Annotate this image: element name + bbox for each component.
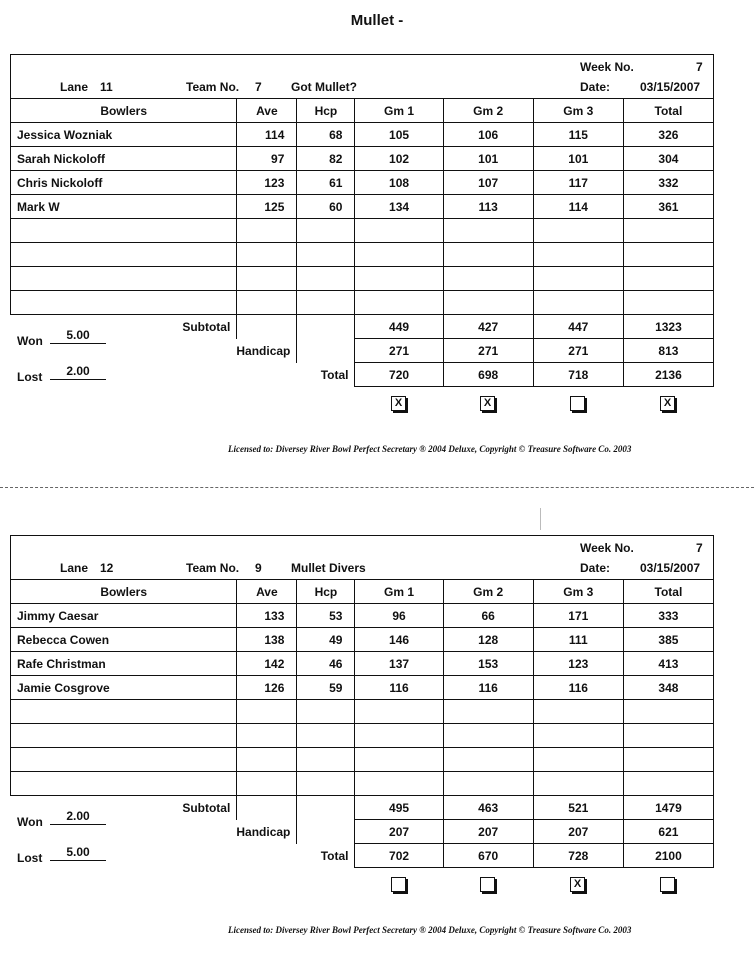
scan-mark (540, 508, 541, 530)
total-value: 702 (355, 844, 443, 868)
score-cell: 97 (237, 147, 297, 171)
empty-cell (11, 772, 237, 796)
empty-cell (237, 796, 297, 820)
score-cell: 60 (297, 195, 355, 219)
empty-row (11, 267, 714, 291)
column-header: Gm 2 (443, 580, 533, 604)
column-header: Gm 1 (355, 99, 443, 123)
score-cell: 171 (533, 604, 623, 628)
empty-cell (533, 267, 623, 291)
team-name: Got Mullet? (291, 80, 357, 94)
team-name: Mullet Divers (291, 561, 366, 575)
score-cell: 117 (533, 171, 623, 195)
empty-cell (533, 700, 623, 724)
lane-label: Lane (60, 561, 89, 575)
empty-cell (623, 267, 713, 291)
date-value: 03/15/2007 (640, 561, 701, 575)
week-label: Week No. (580, 60, 634, 74)
empty-cell (297, 219, 355, 243)
bowler-row (11, 604, 714, 628)
empty-row (11, 291, 714, 315)
score-cell: 125 (237, 195, 297, 219)
score-cell: 116 (533, 676, 623, 700)
table-header-row (11, 580, 714, 604)
empty-cell (355, 291, 443, 315)
score-cell: 348 (623, 676, 713, 700)
team-label: Team No. (186, 80, 240, 94)
score-cell: 46 (297, 652, 355, 676)
score-cell: 106 (443, 123, 533, 147)
date-label: Date: (580, 561, 611, 575)
team-label: Team No. (186, 561, 240, 575)
handicap-label: Handicap (236, 343, 291, 358)
column-header: Gm 3 (533, 99, 623, 123)
subtotal-value: 521 (533, 796, 623, 820)
empty-cell (237, 772, 297, 796)
score-cell: 49 (297, 628, 355, 652)
empty-cell (355, 724, 443, 748)
score-cell: 114 (533, 195, 623, 219)
score-cell: 385 (623, 628, 713, 652)
date-label: Date: (580, 80, 611, 94)
empty-cell (11, 267, 237, 291)
score-cell: 108 (355, 171, 443, 195)
table-header-row (11, 99, 714, 123)
lost-label: Lost (17, 370, 43, 384)
empty-cell (533, 724, 623, 748)
subtotal-label: Subtotal (11, 315, 237, 339)
empty-cell (297, 820, 355, 844)
column-header: Ave (237, 580, 297, 604)
score-cell: 137 (355, 652, 443, 676)
empty-cell (443, 243, 533, 267)
total-label: Total (320, 848, 349, 863)
game-won-checkbox[interactable] (660, 877, 675, 892)
column-header: Bowlers (11, 580, 237, 604)
empty-cell (623, 700, 713, 724)
empty-cell (623, 243, 713, 267)
empty-cell (355, 219, 443, 243)
empty-cell (443, 267, 533, 291)
week-label: Week No. (580, 541, 634, 555)
empty-cell (443, 700, 533, 724)
team-number: 7 (255, 80, 262, 94)
empty-cell (237, 267, 297, 291)
score-cell: 126 (237, 676, 297, 700)
score-cell: 61 (297, 171, 355, 195)
empty-cell (443, 291, 533, 315)
column-header: Total (623, 99, 713, 123)
total-row (11, 844, 714, 868)
handicap-value: 271 (533, 339, 623, 363)
handicap-row (11, 339, 714, 363)
empty-cell (623, 748, 713, 772)
game-won-checkbox[interactable] (570, 396, 585, 411)
total-value: 2136 (623, 363, 713, 387)
bowler-name: Mark W (11, 195, 237, 219)
license-notice: Licensed to: Diversey River Bowl Perfect Secretary ® 2004 Deluxe, Copyright © Treasure Software Co. 2003 (228, 925, 632, 935)
empty-cell (355, 243, 443, 267)
score-cell: 133 (237, 604, 297, 628)
column-header: Gm 2 (443, 99, 533, 123)
score-cell: 361 (623, 195, 713, 219)
won-label: Won (17, 815, 43, 829)
total-label: Total (320, 367, 349, 382)
empty-cell (237, 315, 297, 339)
score-cell: 128 (443, 628, 533, 652)
handicap-value: 813 (623, 339, 713, 363)
handicap-label: Handicap (236, 824, 291, 839)
won-label: Won (17, 334, 43, 348)
date-value: 03/15/2007 (640, 80, 701, 94)
empty-row (11, 700, 714, 724)
score-cell: 142 (237, 652, 297, 676)
empty-cell (533, 291, 623, 315)
empty-cell (443, 219, 533, 243)
empty-cell (533, 219, 623, 243)
subtotal-value: 463 (443, 796, 533, 820)
empty-cell (237, 724, 297, 748)
column-header: Gm 1 (355, 580, 443, 604)
score-cell: 68 (297, 123, 355, 147)
lane-label: Lane (60, 80, 89, 94)
bowler-name: Rafe Christman (11, 652, 237, 676)
bowler-name: Sarah Nickoloff (11, 147, 237, 171)
empty-cell (11, 724, 237, 748)
bowler-row (11, 652, 714, 676)
empty-cell (11, 700, 237, 724)
empty-cell (237, 748, 297, 772)
bowler-name: Chris Nickoloff (11, 171, 237, 195)
subtotal-value: 1323 (623, 315, 713, 339)
score-cell: 116 (443, 676, 533, 700)
handicap-row (11, 820, 714, 844)
empty-row (11, 772, 714, 796)
handicap-value: 621 (623, 820, 713, 844)
empty-cell (237, 291, 297, 315)
spacer (11, 363, 237, 387)
week-number: 7 (696, 541, 703, 555)
empty-cell (443, 772, 533, 796)
lost-value: 2.00 (50, 364, 106, 380)
empty-cell (533, 748, 623, 772)
empty-cell (237, 219, 297, 243)
game-won-checkbox[interactable] (391, 877, 406, 892)
empty-cell (533, 243, 623, 267)
bowler-row (11, 171, 714, 195)
score-table (10, 98, 714, 387)
won-value: 2.00 (50, 809, 106, 825)
lane-number: 11 (100, 80, 113, 94)
score-cell: 332 (623, 171, 713, 195)
score-cell: 107 (443, 171, 533, 195)
total-value: 728 (533, 844, 623, 868)
score-cell: 153 (443, 652, 533, 676)
bowler-name: Jessica Wozniak (11, 123, 237, 147)
game-won-checkbox[interactable]: X (391, 396, 406, 411)
score-cell: 304 (623, 147, 713, 171)
handicap-value: 207 (533, 820, 623, 844)
total-value: 698 (443, 363, 533, 387)
score-cell: 96 (355, 604, 443, 628)
page-title: Mullet - (350, 12, 404, 29)
score-cell: 53 (297, 604, 355, 628)
empty-cell (355, 267, 443, 291)
bowler-name: Jimmy Caesar (11, 604, 237, 628)
empty-cell (237, 700, 297, 724)
score-cell: 101 (533, 147, 623, 171)
empty-cell (11, 748, 237, 772)
total-value: 670 (443, 844, 533, 868)
score-cell: 413 (623, 652, 713, 676)
bowler-row (11, 676, 714, 700)
score-cell: 115 (533, 123, 623, 147)
score-cell: 116 (355, 676, 443, 700)
empty-cell (297, 724, 355, 748)
score-cell: 59 (297, 676, 355, 700)
empty-cell (297, 748, 355, 772)
empty-cell (11, 243, 237, 267)
empty-cell (297, 315, 355, 339)
score-cell: 333 (623, 604, 713, 628)
empty-cell (355, 700, 443, 724)
column-header: Bowlers (11, 99, 237, 123)
score-cell: 82 (297, 147, 355, 171)
subtotal-value: 495 (355, 796, 443, 820)
subtotal-value: 427 (443, 315, 533, 339)
empty-cell (297, 243, 355, 267)
license-notice: Licensed to: Diversey River Bowl Perfect Secretary ® 2004 Deluxe, Copyright © Treasure Software Co. 2003 (228, 444, 632, 454)
column-header: Hcp (297, 580, 355, 604)
bowler-name: Jamie Cosgrove (11, 676, 237, 700)
score-cell: 138 (237, 628, 297, 652)
empty-cell (297, 339, 355, 363)
column-header: Hcp (297, 99, 355, 123)
week-number: 7 (696, 60, 703, 74)
total-value: 718 (533, 363, 623, 387)
subtotal-label: Subtotal (11, 796, 237, 820)
empty-row (11, 748, 714, 772)
lost-value: 5.00 (50, 845, 106, 861)
game-won-checkbox[interactable]: X (570, 877, 585, 892)
won-value: 5.00 (50, 328, 106, 344)
game-won-checkbox[interactable]: X (660, 396, 675, 411)
score-table (10, 579, 714, 868)
handicap-value: 207 (443, 820, 533, 844)
subtotal-row (11, 796, 714, 820)
score-cell: 105 (355, 123, 443, 147)
handicap-value: 271 (355, 339, 443, 363)
score-cell: 113 (443, 195, 533, 219)
empty-row (11, 243, 714, 267)
score-cell: 114 (237, 123, 297, 147)
game-won-checkbox[interactable] (480, 877, 495, 892)
score-cell: 123 (237, 171, 297, 195)
column-header: Gm 3 (533, 580, 623, 604)
empty-cell (533, 772, 623, 796)
spacer (11, 844, 237, 868)
empty-cell (297, 291, 355, 315)
empty-cell (297, 796, 355, 820)
empty-cell (443, 724, 533, 748)
score-cell: 326 (623, 123, 713, 147)
empty-cell (623, 772, 713, 796)
game-won-checkbox[interactable]: X (480, 396, 495, 411)
subtotal-value: 447 (533, 315, 623, 339)
empty-cell (355, 772, 443, 796)
empty-cell (11, 291, 237, 315)
team-number: 9 (255, 561, 262, 575)
column-header: Ave (237, 99, 297, 123)
score-cell: 123 (533, 652, 623, 676)
empty-cell (237, 243, 297, 267)
score-cell: 102 (355, 147, 443, 171)
total-value: 720 (355, 363, 443, 387)
score-cell: 66 (443, 604, 533, 628)
bowler-row (11, 123, 714, 147)
bowler-row (11, 147, 714, 171)
empty-cell (443, 748, 533, 772)
score-cell: 134 (355, 195, 443, 219)
empty-cell (297, 700, 355, 724)
total-row (11, 363, 714, 387)
empty-row (11, 219, 714, 243)
empty-cell (623, 724, 713, 748)
score-cell: 146 (355, 628, 443, 652)
score-cell: 101 (443, 147, 533, 171)
empty-cell (623, 291, 713, 315)
empty-cell (297, 772, 355, 796)
empty-cell (11, 219, 237, 243)
bowler-row (11, 195, 714, 219)
handicap-value: 207 (355, 820, 443, 844)
lost-label: Lost (17, 851, 43, 865)
lane-number: 12 (100, 561, 114, 575)
empty-cell (355, 748, 443, 772)
column-header: Total (623, 580, 713, 604)
score-cell: 111 (533, 628, 623, 652)
cut-line (0, 487, 754, 488)
empty-cell (297, 267, 355, 291)
subtotal-value: 449 (355, 315, 443, 339)
subtotal-row (11, 315, 714, 339)
empty-row (11, 724, 714, 748)
subtotal-value: 1479 (623, 796, 713, 820)
total-value: 2100 (623, 844, 713, 868)
empty-cell (623, 219, 713, 243)
bowler-row (11, 628, 714, 652)
bowler-name: Rebecca Cowen (11, 628, 237, 652)
handicap-value: 271 (443, 339, 533, 363)
